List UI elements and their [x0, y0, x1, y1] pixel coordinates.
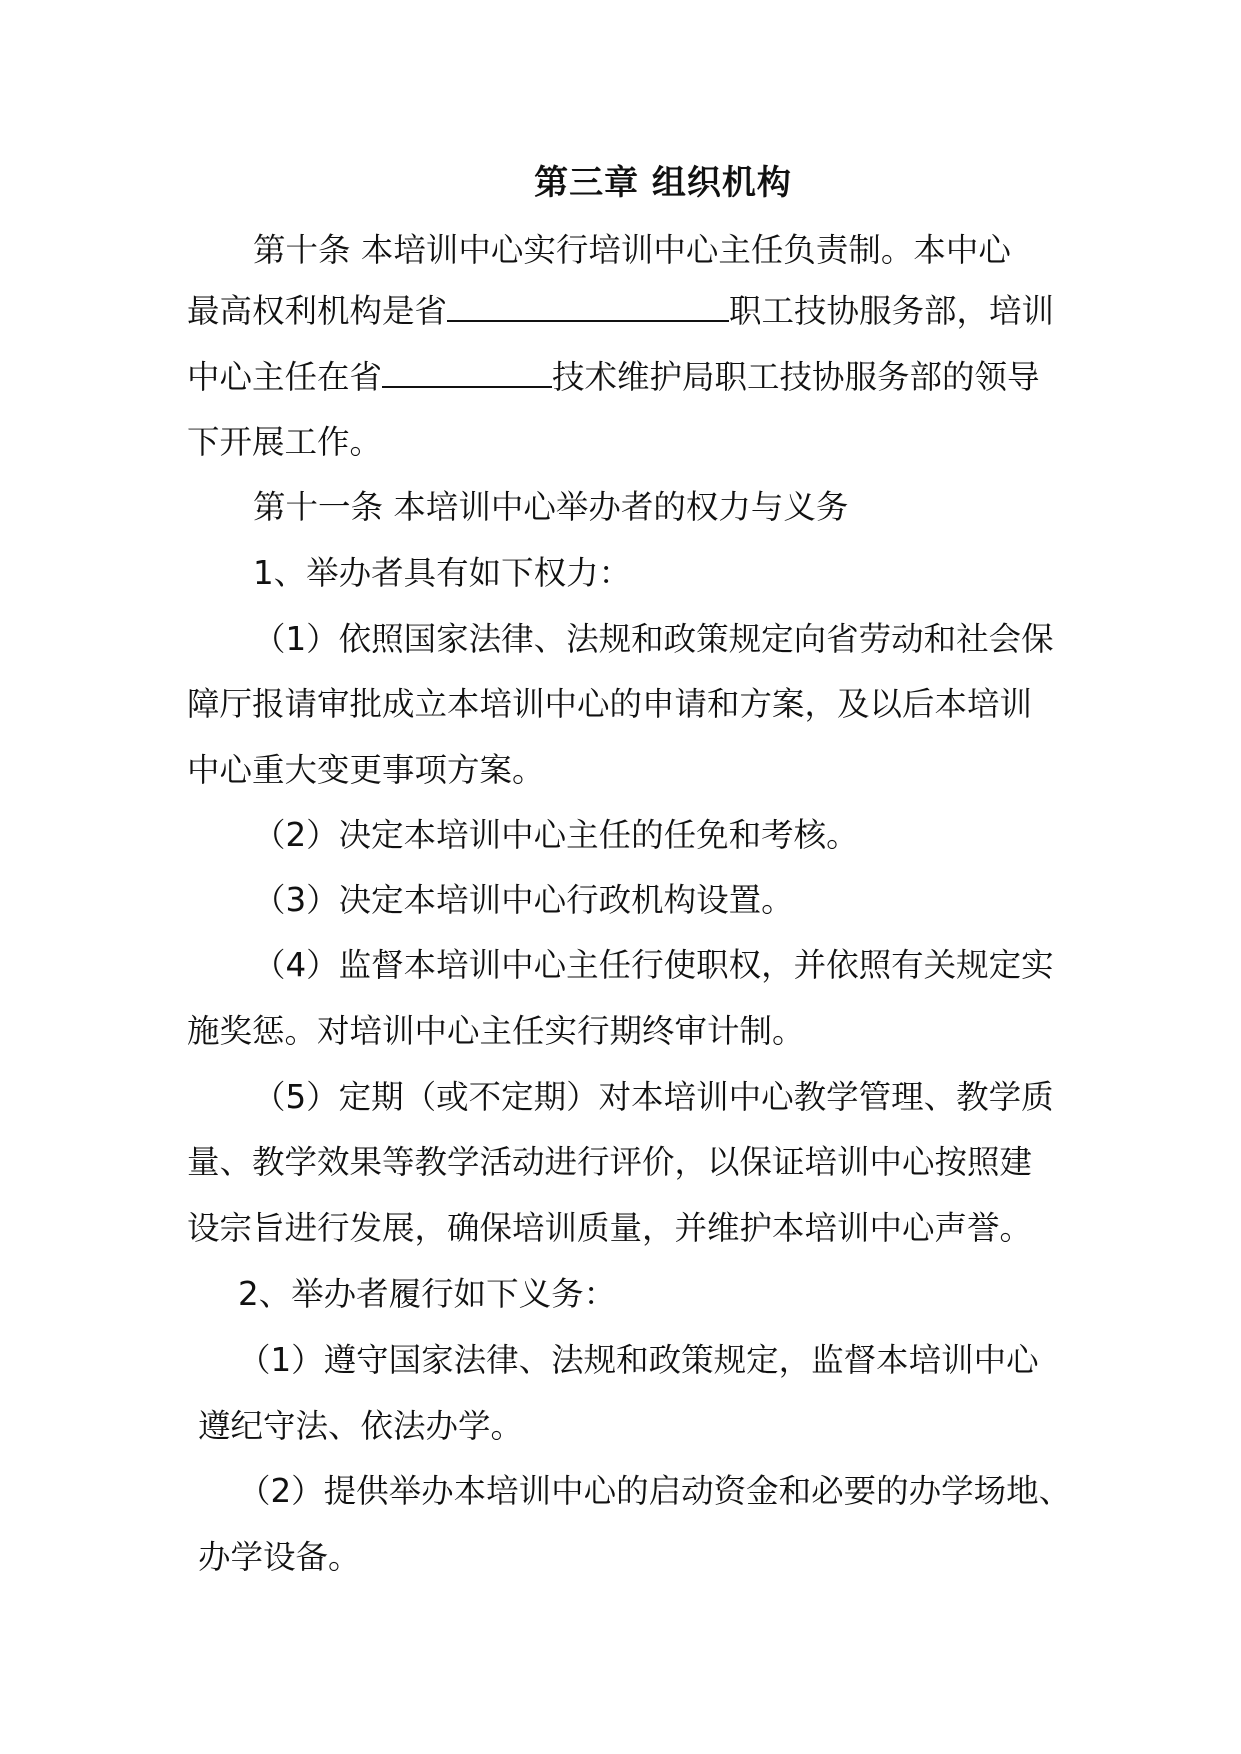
article-10-line-1: 第十条 本培训中心实行培训中心主任负责制。本中心	[253, 231, 1011, 269]
right-5-line-1: （5）定期（或不定期）对本培训中心教学管理、教学质	[253, 1078, 1054, 1116]
right-2: （2）决定本培训中心主任的任免和考核。	[253, 816, 859, 854]
article-10-line-3-end: 技术维护局职工技协服务部的领导	[552, 358, 1040, 396]
article-10-line-3-start: 中心主任在省	[187, 358, 383, 396]
right-1-line-3: 中心重大变更事项方案。	[187, 751, 545, 789]
article-10-line-2	[187, 290, 1054, 331]
duty-1-line-2: 遵纪守法、依法办学。	[198, 1407, 524, 1445]
rights-heading: 1、举办者具有如下权力：	[253, 554, 632, 592]
fill-in-blank	[382, 356, 552, 388]
duty-2-line-1: （2）提供举办本培训中心的启动资金和必要的办学场地、	[238, 1472, 1072, 1510]
right-5-line-3: 设宗旨进行发展，确保培训质量，并维护本培训中心声誉。	[187, 1209, 1033, 1247]
duty-1-line-1: （1）遵守国家法律、法规和政策规定，监督本培训中心	[238, 1341, 1039, 1379]
fill-in-blank	[447, 290, 729, 322]
right-4-line-2: 施奖惩。对培训中心主任实行期终审计制。	[187, 1012, 805, 1050]
article-10-line-2-start: 最高权利机构是省	[187, 292, 448, 330]
right-1-line-1: （1）依照国家法律、法规和政策规定向省劳动和社会保	[253, 620, 1054, 658]
chapter-title: 第三章 组织机构	[534, 163, 792, 203]
right-1-line-2: 障厅报请审批成立本培训中心的申请和方案，及以后本培训	[187, 685, 1033, 723]
article-10-line-2-end: 职工技协服务部，培训	[729, 292, 1055, 330]
right-4-line-1: （4）监督本培训中心主任行使职权，并依照有关规定实	[253, 946, 1054, 984]
duty-2-line-2: 办学设备。	[198, 1538, 361, 1576]
article-11-heading: 第十一条 本培训中心举办者的权力与义务	[253, 488, 849, 526]
article-10-line-4: 下开展工作。	[187, 423, 383, 461]
article-10-line-3	[187, 356, 1040, 397]
right-3: （3）决定本培训中心行政机构设置。	[253, 881, 794, 919]
right-5-line-2: 量、教学效果等教学活动进行评价，以保证培训中心按照建	[187, 1143, 1033, 1181]
duties-heading: 2、举办者履行如下义务：	[238, 1275, 617, 1313]
